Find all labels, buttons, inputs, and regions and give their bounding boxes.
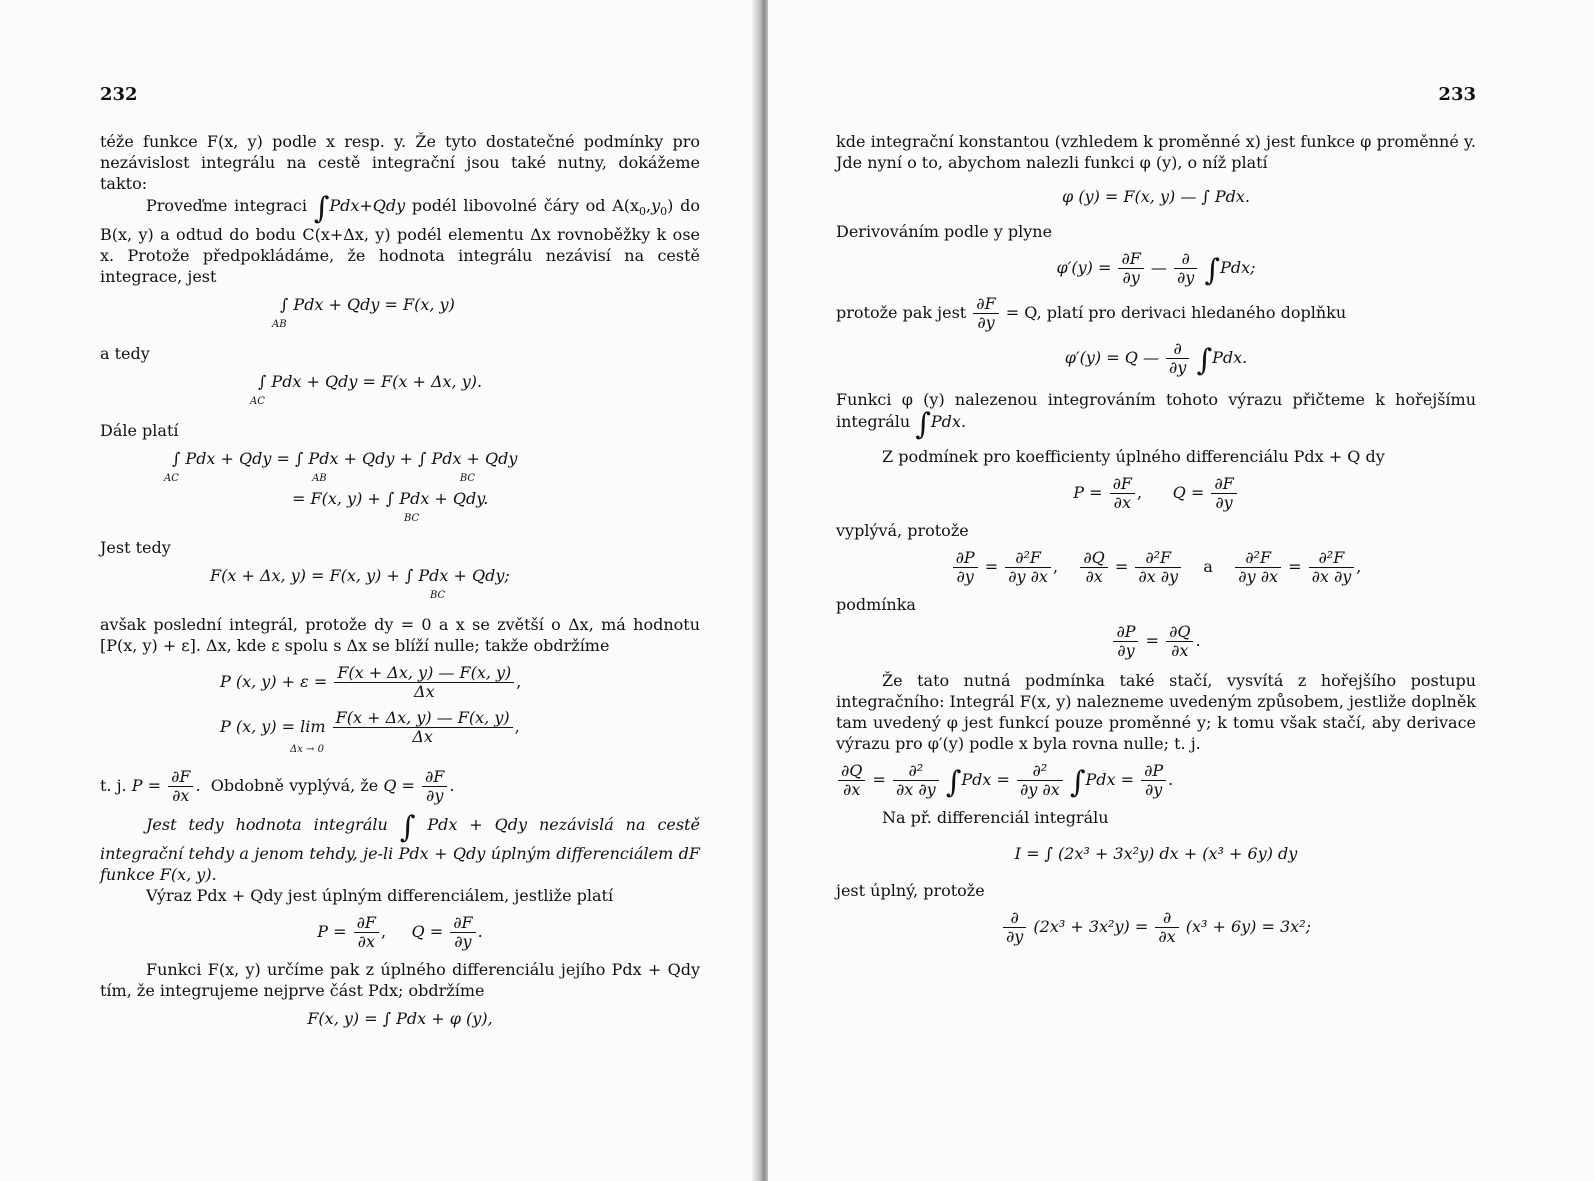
left-italic-theorem: Jest tedy hodnota integrálu ∫ Pdx + Qdy nezávislá na cestě integrační tehdy a jenom tehdy, je-li Pdx + Qdy úplným differenciálem dF funkce F(x, y).: [100, 810, 701, 884]
equation-phi-prime: φ′(y) = $\frac{\partial F}{\partial y}$ — $\frac{\partial}{\partial y}$ ∫Pdx;: [1056, 249, 1256, 288]
p2-start: Proveďme integraci: [146, 196, 307, 215]
equation-ab: ∫ Pdx + Qdy = F(x, y) AB: [100, 295, 700, 335]
equation-f-delta: F(x + Δx, y) = F(x, y) + ∫ Pdx + Qdy; BC: [100, 566, 700, 606]
equation-p-q-right: P = $\frac{\partial F}{\partial x}$ , Q = $\frac{\partial F}{\partial y}$: [836, 475, 1476, 512]
left-paragraph-3: avšak poslední integrál, protože dy = 0 a x se zvětší o Δx, má hodnotu [P(x, y) + ε]. Δx, kde ε spolu s Δx se blíží nulle; takže obdržíme: [100, 615, 700, 655]
left-paragraph-4: Výraz Pdx + Qdy jest úplným differenciálem, jestliže platí: [146, 886, 614, 905]
p2-mid: podél libovolné čáry od A(x: [411, 196, 640, 215]
jest-uplny: jest úplný, protože: [836, 881, 985, 900]
right-page: [768, 0, 1594, 1181]
equation-phi-prime-q: φ′(y) = Q — $\frac{\partial}{\partial y}$ ∫Pdx.: [1064, 339, 1248, 378]
ze-tato-paragraph: Že tato nutná podmínka také stačí, vysvítá z hořejšího postupu integračního: Integrál F(x, y) nalezneme uvedeným způsobem, jestliže doplněk tam uvedený φ jest funkcí pouze proměnné y; k tomu však stačí, aby derivace výrazu pro φ′(y) podle x byla rovna nulle; t. j.: [836, 671, 1476, 753]
eq3-line1: ∫ Pdx + Qdy = ∫ Pdx + Qdy + ∫ Pdx + Qdy: [172, 449, 518, 468]
eq3-subs: AC AB BC: [164, 473, 476, 484]
equation-final: $\frac{\partial}{\partial y}$ (2x³ + 3x²y) = $\frac{\partial}{\partial x}$ (x³ + 6y) = 3x²;: [836, 909, 1476, 946]
equation-ac: ∫ Pdx + Qdy = F(x + Δx, y). AC: [100, 372, 700, 412]
eq3-line2: = F(x, y) + ∫ Pdx + Qdy.: [292, 489, 489, 508]
left-paragraph-5: Funkci F(x, y) určíme pak z úplného differenciálu jejího Pdx + Qdy tím, že integrujeme nejprve část Pdx; obdržíme: [100, 960, 700, 1000]
equation-pq: P = $\frac{\partial F}{\partial x}$ , Q = $\frac{\partial F}{\partial y}$ .: [317, 913, 483, 951]
protoze-line: protože pak jest $\frac{\partial F}{\partial y}$ = Q, platí pro derivaci hledaného doplňku: [836, 294, 1347, 332]
left-paragraph-2: Proveďme integraci ∫Pdx+Qdy podél libovolné čáry od $A(x_0,y_0)$ do B(x, y) a odtud do bodu C(x+Δx, y) podél elementu Δx rovnoběžky k ose x. Protože předpokládáme, že hodnota integrálu nezávisí na cestě integrace, jest: [100, 191, 700, 286]
podminka: podmínka: [836, 595, 916, 614]
lim-under: Δx → 0: [290, 744, 324, 755]
equation-integral-i: I = ∫ (2x³ + 3x²y) dx + (x³ + 6y) dy: [1014, 844, 1298, 863]
p2-end: do B(x, y) a odtud do bodu C(x+Δx, y) podél elementu Δx rovnoběžky k ose x. Protože předpokládáme, že hodnota integrálu nezávisí na cestě integrace, jest: [100, 196, 700, 286]
z-podminek: Z podmínek pro koefficienty úplného differenciálu Pdx + Q dy: [882, 447, 1385, 466]
eq4-sub: BC: [430, 590, 446, 601]
na-pr: Na př. differenciál integrálu: [882, 808, 1109, 827]
equation-mixed-partials: $\frac{\partial P}{\partial y}$ = $\frac{\text{∂²F}}{\partial y \partial x}$ , $\frac{\partial Q}{\partial x}$ = $\frac{\text{∂²F}}{\partial x \partial y}$ a $\frac{\text{∂²F}}{\partial y \partial x}$ = $\frac{\text{∂²F}}{\partial x \partial y}$ ,: [836, 549, 1476, 586]
vyplyva: vyplývá, protože: [836, 521, 969, 540]
equation-p-limit: P (x, y) = lim $\frac{F(x + \Delta x, y) — F(x, y)}{\Delta x}$ , Δx → 0: [100, 709, 700, 760]
page-number-right: 233: [1438, 84, 1476, 105]
eq2-sub: AC: [250, 396, 265, 407]
left-page: [0, 0, 760, 1181]
dale-plati: Dále platí: [100, 421, 179, 440]
equation-sum: [100, 449, 700, 529]
page-number-left: 232: [100, 84, 138, 105]
left-paragraph-1: téže funkce F(x, y) podle x resp. y. Že tyto dostatečné podmínky pro nezávislost integrálu na cestě integrační jsou také nutny, dokážeme takto:: [100, 132, 700, 193]
equation-phi: φ (y) = F(x, y) — ∫ Pdx.: [1062, 187, 1250, 206]
jest-tedy: Jest tedy: [100, 538, 171, 557]
eq1-sub: AB: [272, 319, 287, 330]
equation-dq-dx: $\frac{\partial Q}{\partial x}$ = $\frac{\text{∂²}}{\partial x \partial y}$ ∫Pdx = $\frac{\text{∂²}}{\partial y \partial x}$ ∫Pdx = $\frac{\partial P}{\partial y}$ .: [836, 762, 1476, 799]
funkci-paragraph: Funkci φ (y) nalezenou integrováním tohoto výrazu přičteme k hořejšímu integrálu ∫Pdx.: [836, 390, 1476, 442]
derivovanim: Derivováním podle y plyne: [836, 222, 1053, 241]
right-paragraph-1: kde integrační konstantou (vzhledem k proměnné x) jest funkce φ proměnné y. Jde nyní o to, abychom nalezli funkci φ (y), o níž platí: [836, 132, 1476, 172]
eq3-line2-sub: BC: [404, 513, 420, 524]
equation-condition: $\frac{\partial P}{\partial y}$ = $\frac{\partial Q}{\partial x}$ .: [836, 623, 1476, 660]
equation-p-epsilon: P (x, y) + ε = $\frac{F(x + \Delta x, y) — F(x, y)}{\Delta x}$ ,: [220, 663, 522, 701]
equation-f-last: F(x, y) = ∫ Pdx + φ (y),: [307, 1009, 493, 1028]
a-tedy: a tedy: [100, 344, 150, 363]
equation-tj: t. j. P = $\frac{\partial F}{\partial x}$ . Obdobně vyplývá, že Q = $\frac{\partial F}{\partial y}$ .: [100, 767, 455, 805]
